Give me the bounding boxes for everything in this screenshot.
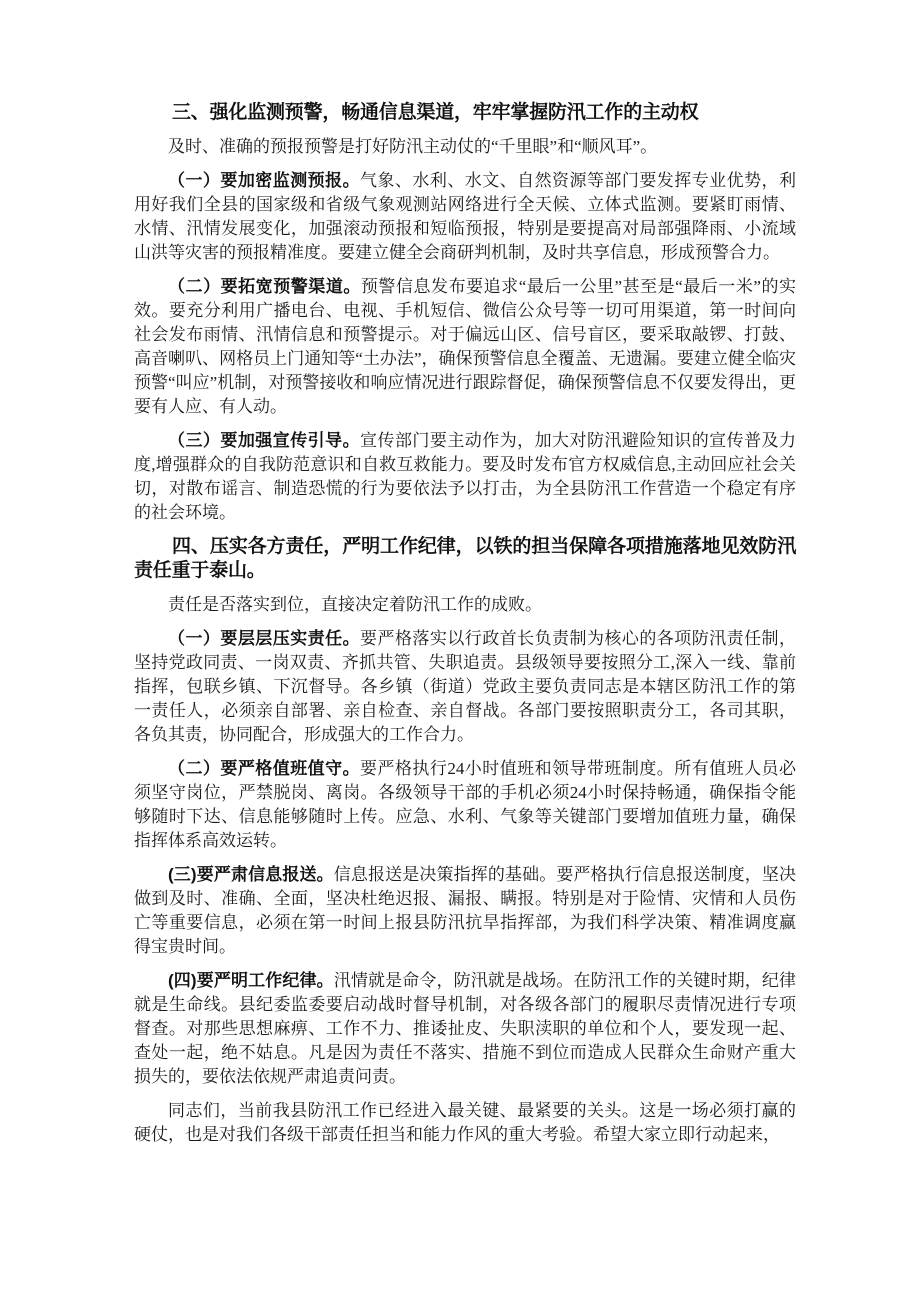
paragraph-text: 要严格执行24小时值班和领导带班制度。所有值班人员必须坚守岗位，严禁脱岗、离岗。各级领导干部的手机必须24小时保持畅通，确保指令能够随时下达、信息能够随时上传。应急、水利、气象等关键部门要增加值班力量，确保指挥体系高效运转。	[134, 759, 797, 850]
paragraph-lead: (三)要严肃信息报送。	[168, 865, 334, 884]
numbered-paragraph	[134, 429, 796, 525]
numbered-paragraph	[134, 275, 796, 419]
paragraph-lead: （二）要拓宽预警渠道。	[168, 277, 361, 296]
paragraph-text: 宣传部门要主动作为，加大对防汛避险知识的宣传普及力度,增强群众的自我防范意识和自救互救能力。要及时发布官方权威信息,主动回应社会关切，对散布谣言、制造恐慌的行为要依法予以打击，为全县防汛工作营造一个稳定有序的社会环境。	[134, 431, 797, 522]
paragraph-text: 要严格落实以行政首长负责制为核心的各项防汛责任制，坚持党政同责、一岗双责、齐抓共管、失职追责。县级领导要按照分工,深入一线、靠前指挥，包联乡镇、下沉督导。各乡镇（街道）党政主要负责同志是本辖区防汛工作的第一责任人，必须亲自部署、亲自检查、亲自督战。各部门要按照职责分工，各司其职，各负其责，协同配合，形成强大的工作合力。	[134, 629, 797, 744]
paragraph-lead: (四)要严明工作纪律。	[168, 971, 334, 990]
body-paragraph	[134, 1099, 796, 1147]
paragraph-lead: （二）要严格值班值守。	[168, 759, 361, 778]
numbered-paragraph	[134, 757, 796, 853]
document-content	[134, 101, 796, 1157]
numbered-paragraph	[134, 627, 796, 747]
paragraph-lead: （一）要层层压实责任。	[168, 629, 361, 648]
paragraph-text: 汛情就是命令，防汛就是战场。在防汛工作的关键时期，纪律就是生命线。县纪委监委要启动战时督导机制，对各级各部门的履职尽责情况进行专项督查。对那些思想麻痹、工作不力、推诿扯皮、失职渎职的单位和个人，要发现一起、查处一起，绝不姑息。凡是因为责任不落实、措施不到位而造成人民群众生命财产重大损失的，要依法依规严肃追责问责。	[134, 971, 797, 1086]
paragraph-text: 预警信息发布要追求“最后一公里”甚至是“最后一米”的实效。要充分利用广播电台、电视、手机短信、微信公众号等一切可用渠道，第一时间向社会发布雨情、汛情信息和预警提示。对于偏远山区、信号盲区，要采取敲锣、打鼓、高音喇叭、网格员上门通知等“土办法”，确保预警信息全覆盖、无遗漏。要建立健全临灾预警“叫应”机制，对预警接收和响应情况进行跟踪督促，确保预警信息不仅要发得出，更要有人应、有人动。	[134, 277, 796, 416]
paragraph-lead: （三）要加强宣传引导。	[168, 431, 361, 450]
paragraph-text: 同志们，当前我县防汛工作已经进入最关键、最紧要的关头。这是一场必须打赢的硬仗，也是对我们各级干部责任担当和能力作风的重大考验。希望大家立即行动起来，	[134, 1101, 796, 1144]
paragraph-text: 责任是否落实到位，直接决定着防汛工作的成败。	[168, 595, 542, 614]
numbered-paragraph	[134, 169, 796, 265]
heading-text: 四、压实各方责任，严明工作纪律，以铁的担当保障各项措施落地见效防汛责任重于泰山。	[134, 536, 796, 581]
paragraph-text: 信息报送是决策指挥的基础。要严格执行信息报送制度，坚决做到及时、准确、全面，坚决杜绝迟报、漏报、瞒报。特别是对于险情、灾情和人员伤亡等重要信息，必须在第一时间上报县防汛抗旱指挥部，为我们科学决策、精准调度赢得宝贵时间。	[134, 865, 797, 956]
paragraph-text: 气象、水利、水文、自然资源等部门要发挥专业优势，利用好我们全县的国家级和省级气象观测站网络进行全天候、立体式监测。要紧盯雨情、水情、汛情发展变化，加强滚动预报和短临预报，特别是要提高对局部强降雨、小流域山洪等灾害的预报精准度。要建立健全会商研判机制，及时共享信息，形成预警合力。	[134, 171, 797, 262]
body-paragraph	[134, 135, 796, 159]
body-paragraph	[134, 593, 796, 617]
numbered-paragraph	[134, 863, 796, 959]
numbered-paragraph	[134, 969, 796, 1089]
section-heading	[134, 101, 796, 125]
paragraph-text: 及时、准确的预报预警是打好防汛主动仗的“千里眼”和“顺风耳”。	[168, 137, 658, 156]
paragraph-lead: （一）要加密监测预报。	[168, 171, 361, 190]
section-heading	[134, 535, 796, 583]
heading-text: 三、强化监测预警，畅通信息渠道，牢牢掌握防汛工作的主动权	[172, 102, 699, 123]
